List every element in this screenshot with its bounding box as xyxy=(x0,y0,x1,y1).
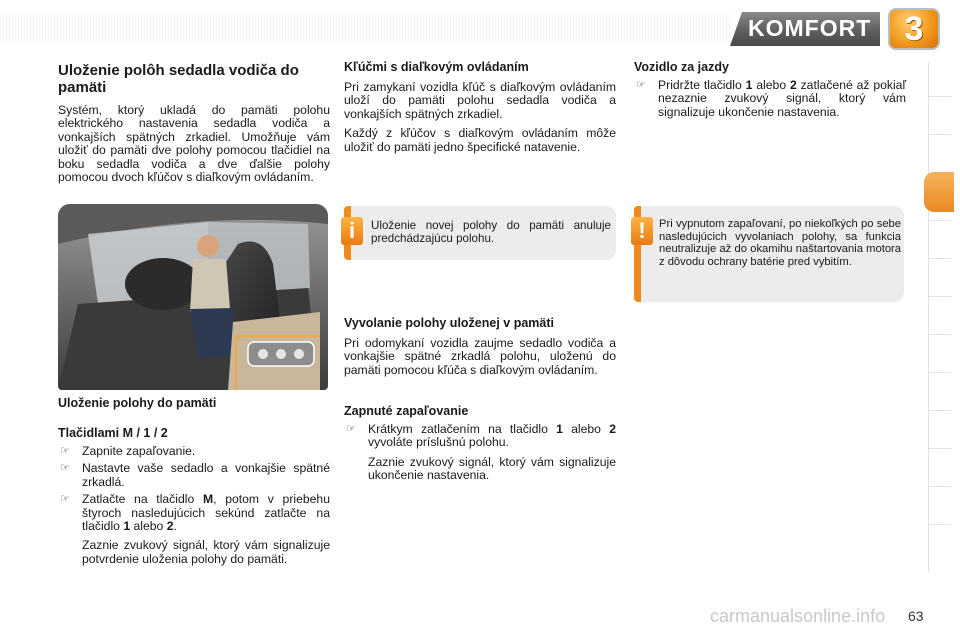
pointing-hand-icon: ☞ xyxy=(60,445,70,457)
buttons-heading: Tlačidlami M / 1 / 2 xyxy=(58,426,168,440)
page-header xyxy=(0,0,960,52)
info-box xyxy=(344,206,616,260)
column-middle xyxy=(344,60,616,154)
list-item: ☞ Zapnite zapaľovanie. xyxy=(60,444,196,458)
info-icon: i xyxy=(341,217,363,245)
pointing-hand-icon: ☞ xyxy=(636,79,646,91)
key-paragraph-1: Pri zamykaní vozidla kľúč s diaľkovým ovládaním uloží do pamäti polohu sedadla vodiča a vonkajších spätných zrkadiel. xyxy=(344,80,616,121)
intro-paragraph: Systém, ktorý ukladá do pamäti polohu elektrického nastavenia sedadla vodiča a vonkajších spätných zrkadiel. Umožňuje vám uložiť do pamäti dve polohy pomocou tlačidiel na boku sedadla vodiča a dve ďalšie polohy pomocou dvoch kľúčov s diaľkovým ovládaním. xyxy=(58,103,330,185)
chapter-title: KOMFORT xyxy=(748,15,872,41)
warning-icon: ! xyxy=(631,217,653,245)
watermark: carmanualsonline.info xyxy=(710,606,886,626)
warning-box xyxy=(634,206,904,302)
list-item: ☞ Zatlačte na tlačidlo M, potom v priebehu štyroch nasledujúcich sekúnd zatlačte na tlačidlo 1 alebo 2. Zaznie zvukový signál, ktorý vám signalizuje potvrdenie uloženia polohy do pamäti. xyxy=(60,492,330,566)
column-left xyxy=(58,60,330,184)
ignition-heading: Zapnuté zapaľovanie xyxy=(344,404,469,418)
confirmation-note: Zaznie zvukový signál, ktorý vám signalizuje potvrdenie uloženia polohy do pamäti. xyxy=(82,538,330,566)
info-box-text: Uloženie novej polohy do pamäti anuluje predchádzajúcu polohu. xyxy=(371,219,611,245)
save-steps-list xyxy=(58,445,330,566)
ignition-list xyxy=(344,423,616,483)
save-section xyxy=(58,396,330,566)
ignition-section xyxy=(344,404,616,483)
save-heading: Uloženie polohy do pamäti xyxy=(58,396,217,410)
header-stripe xyxy=(0,14,730,42)
recall-paragraph: Pri odomykaní vozidla zaujme sedadlo vodiča a vonkajšie spätné zrkadlá polohu, uloženú do pamäti pomocou kľúča s diaľkovým ovládaním. xyxy=(344,336,616,377)
recall-heading: Vyvolanie polohy uloženej v pamäti xyxy=(344,316,555,330)
drive-heading: Vozidlo za jazdy xyxy=(634,60,729,74)
chapter-number-badge xyxy=(888,8,940,50)
pointing-hand-icon: ☞ xyxy=(60,462,70,475)
key-paragraph-2: Každý z kľúčov s diaľkovým ovládaním môže uložiť do pamäti jedno špecifické natavenie. xyxy=(344,126,616,154)
chapter-number: 3 xyxy=(904,9,924,48)
ignition-note: Zaznie zvukový signál, ktorý vám signalizuje ukončenie nastavenia. xyxy=(368,454,616,483)
section-heading: Uloženie polôh sedadla vodiča do pamäti xyxy=(58,62,299,96)
active-chapter-tab xyxy=(924,172,954,212)
key-heading: Kľúčmi s diaľkovým ovládaním xyxy=(344,60,529,74)
pointing-hand-icon: ☞ xyxy=(346,423,356,435)
recall-section xyxy=(344,316,616,377)
warning-box-text: Pri vypnutom zapaľovaní, po niekoľkých po sebe nasledujúcich vyvolaniach polohy, sa funkcia neutralizuje až do okamihu naštartovania motora z dôvodu ochrany batérie pred vybitím. xyxy=(659,218,901,268)
list-item: ☞ Pridržte tlačidlo 1 alebo 2 zatlačené až pokiaľ nezaznie zvukový signál, ktorý vám signalizuje ukončenie nastavenia. xyxy=(636,78,907,119)
drive-list xyxy=(634,79,906,119)
pointing-hand-icon: ☞ xyxy=(60,493,70,506)
column-right xyxy=(634,60,906,119)
list-item: ☞ Nastavte vaše sedadlo a vonkajšie spätné zrkadlá. xyxy=(60,461,330,489)
list-item: ☞ Krátkym zatlačením na tlačidlo 1 alebo 2 vyvoláte príslušnú polohu. Zaznie zvukový signál, ktorý vám signalizuje ukončenie nastavenia. xyxy=(346,422,616,483)
chapter-tabs xyxy=(928,62,950,572)
seat-memory-photo xyxy=(58,204,328,390)
page-number: 63 xyxy=(908,608,924,624)
